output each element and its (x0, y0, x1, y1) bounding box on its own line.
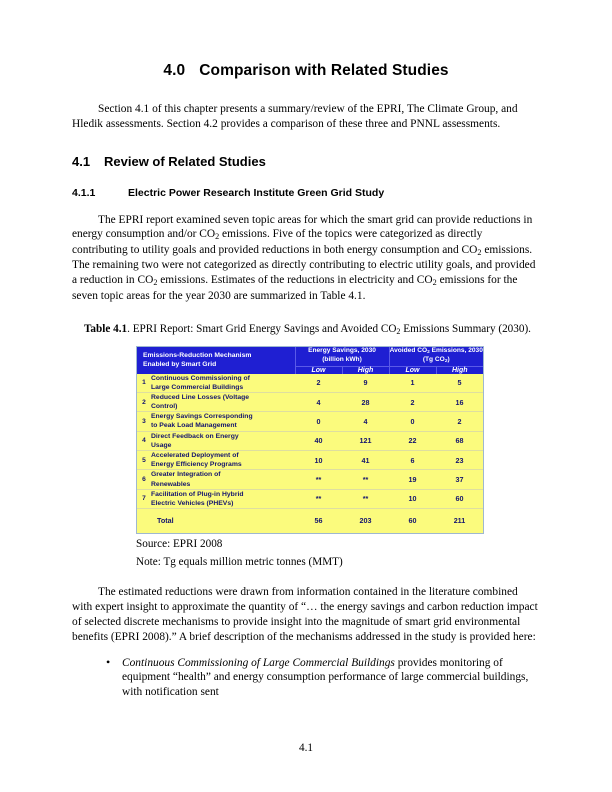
row-energy-low: 2 (295, 374, 342, 393)
table-source-line: Source: EPRI 2008 (136, 537, 223, 550)
epri-summary-table (137, 347, 483, 533)
chapter-title-text: Comparison with Related Studies (199, 62, 449, 79)
total-energy-high: 203 (342, 509, 389, 533)
row-energy-low: ** (295, 470, 342, 489)
epri-para-seg-3: emissions. The remaining two were not categorized as directly contributing to electric utility goals, and provided a reduction in CO (72, 243, 536, 287)
co2-subscript-caption: 2 (396, 326, 401, 336)
table-caption-text-2: Emissions Summary (2030). (400, 322, 531, 335)
row-energy-low: ** (295, 489, 342, 508)
epri-para-seg-2: emissions. Five of the topics were categorized as directly contributing to utility goals and provided reductions in both energy consumption and CO (72, 228, 483, 256)
row-mechanism-line1: Accelerated Deployment of (151, 451, 239, 459)
co2-subscript-4: 2 (432, 278, 437, 288)
page-title (72, 62, 540, 80)
page-content (72, 62, 540, 706)
row-mechanism (151, 450, 295, 469)
table-row (137, 412, 483, 431)
subsection-heading-4-1-1 (72, 187, 540, 199)
header-avoided-line1 (390, 347, 484, 356)
row-energy-high: 9 (342, 374, 389, 393)
epri-para-seg-5: emissions for the seven topic areas for the year 2030 are summarized in Table 4.1. (72, 274, 518, 302)
chapter-number: 4.0 (163, 62, 186, 79)
table-header (137, 347, 483, 374)
epri-para-seg-1: The EPRI report examined seven topic areas for which the smart grid can provide reductions in energy consumption and/or CO (72, 213, 533, 241)
row-co2-low: 10 (389, 489, 436, 508)
table-caption (72, 322, 540, 337)
intro-paragraph: Section 4.1 of this chapter presents a summary/review of the EPRI, The Climate Group, and Hledik assessments. Section 4.2 provides a comparison of these three and PNNL assessments. (72, 103, 518, 130)
table-caption-text-1: . EPRI Report: Smart Grid Energy Savings and Avoided CO (127, 322, 397, 335)
table-row (137, 470, 483, 489)
row-co2-high: 68 (436, 431, 483, 450)
row-mechanism-line1: Continuous Commissioning of (151, 374, 250, 382)
row-co2-high: 2 (436, 412, 483, 431)
bullet-rest: provides monitoring of equipment “health” and energy consumption performance of large commercial buildings, with notification sent (122, 656, 529, 699)
row-index: 2 (137, 392, 151, 411)
header-avoided-line2 (390, 356, 484, 365)
row-mechanism-line2: Electric Vehicles (PHEVs) (151, 499, 234, 507)
row-co2-low: 2 (389, 392, 436, 411)
row-co2-low: 22 (389, 431, 436, 450)
row-mechanism-line2: Large Commercial Buildings (151, 383, 244, 391)
table-caption-label: Table 4.1 (84, 322, 128, 335)
row-co2-high: 16 (436, 392, 483, 411)
row-energy-low: 4 (295, 392, 342, 411)
table-total-row (137, 509, 483, 533)
row-index: 5 (137, 450, 151, 469)
row-co2-low: 0 (389, 412, 436, 431)
row-mechanism-line2: Energy Efficiency Programs (151, 461, 242, 469)
table-body (137, 374, 483, 533)
list-item (106, 656, 540, 700)
row-energy-high: 4 (342, 412, 389, 431)
row-index: 1 (137, 374, 151, 393)
row-mechanism (151, 431, 295, 450)
row-energy-high: ** (342, 470, 389, 489)
table-row (137, 431, 483, 450)
subheader-co2-low: Low (389, 366, 436, 374)
row-mechanism (151, 412, 295, 431)
table-header-group-row (137, 347, 483, 366)
co2-subscript-2: 2 (477, 247, 482, 257)
total-co2-high: 211 (436, 509, 483, 533)
row-mechanism-line1: Energy Savings Corresponding (151, 413, 253, 421)
co2-subscript-hdr1: 2 (427, 349, 430, 355)
row-co2-high: 23 (436, 450, 483, 469)
row-mechanism-line1: Reduced Line Losses (Voltage (151, 393, 250, 401)
subheader-co2-high: High (436, 366, 483, 374)
row-co2-low: 6 (389, 450, 436, 469)
row-energy-high: 41 (342, 450, 389, 469)
row-energy-low: 0 (295, 412, 342, 431)
row-co2-high: 5 (436, 374, 483, 393)
row-mechanism (151, 489, 295, 508)
row-energy-high: 28 (342, 392, 389, 411)
header-avoided-line1-a: Avoided CO (389, 346, 428, 354)
subheader-energy-low: Low (295, 366, 342, 374)
header-avoided-line2-b: ) (447, 356, 450, 364)
row-mechanism-line1: Facilitation of Plug-in Hybrid (151, 490, 244, 498)
row-mechanism-line2: Control) (151, 403, 178, 411)
bullet-term: Continuous Commissioning of Large Commercial Buildings (122, 656, 395, 669)
header-avoided-line1-b: Emissions, 2030 (429, 346, 483, 354)
header-avoided-line2-a: (Tg CO (422, 356, 445, 364)
header-energy-savings (295, 347, 389, 366)
mechanism-bullet-list (72, 656, 540, 700)
subsection-number: 4.1.1 (72, 186, 96, 199)
row-co2-low: 1 (389, 374, 436, 393)
row-index: 3 (137, 412, 151, 431)
row-co2-low: 19 (389, 470, 436, 489)
table-note-line: Note: Tg equals million metric tonnes (MMT) (136, 555, 343, 568)
row-energy-high: ** (342, 489, 389, 508)
epri-overview-paragraph (72, 213, 540, 304)
header-mechanism (137, 347, 295, 374)
row-mechanism-line2: Usage (151, 441, 172, 449)
header-mechanism-line2: Enabled by Smart Grid (143, 361, 217, 369)
row-mechanism (151, 392, 295, 411)
table-row (137, 489, 483, 508)
co2-subscript-3: 2 (153, 278, 158, 288)
section-number: 4.1 (72, 153, 91, 169)
row-mechanism-line1: Greater Integration of (151, 471, 221, 479)
row-index: 6 (137, 470, 151, 489)
header-mechanism-line1: Emissions-Reduction Mechanism (143, 352, 252, 359)
epri-para-seg-4: emissions. Estimates of the reductions in electricity and CO (157, 274, 433, 287)
row-mechanism-line2: to Peak Load Management (151, 422, 237, 430)
row-index: 4 (137, 431, 151, 450)
total-co2-low: 60 (389, 509, 436, 533)
section-title-text: Review of Related Studies (104, 153, 266, 169)
table-row (137, 450, 483, 469)
bullet-icon: • (106, 654, 111, 669)
total-index (137, 509, 151, 533)
table-row (137, 374, 483, 393)
row-energy-low: 40 (295, 431, 342, 450)
footer-page-number: 4.1 (299, 742, 313, 754)
table-row (137, 392, 483, 411)
row-energy-high: 121 (342, 431, 389, 450)
co2-subscript-1: 2 (215, 232, 220, 242)
row-mechanism (151, 470, 295, 489)
header-energy-line1: Energy Savings, 2030 (308, 347, 376, 355)
section-heading-4-1 (72, 154, 540, 169)
subsection-title-text: Electric Power Research Institute Green Grid Study (128, 186, 385, 199)
row-index: 7 (137, 489, 151, 508)
subheader-energy-high: High (342, 366, 389, 374)
total-energy-low: 56 (295, 509, 342, 533)
epri-summary-table-container (136, 346, 484, 534)
header-energy-line2: (billion kWh) (322, 356, 362, 364)
total-label: Total (151, 509, 295, 533)
row-co2-high: 60 (436, 489, 483, 508)
co2-subscript-hdr2: 2 (444, 359, 448, 365)
row-co2-high: 37 (436, 470, 483, 489)
estimate-paragraph: The estimated reductions were drawn from information contained in the literature combined with expert insight to approximate the quantity of “… the energy savings and carbon reduction impact of selected discrete mechanisms to provide insight into the magnitude of smart grid environmental benefits (EPRI 2008).” A brief description of the mechanisms addressed in the study is provided here: (72, 586, 538, 643)
row-energy-low: 10 (295, 450, 342, 469)
row-mechanism (151, 374, 295, 393)
row-mechanism-line2: Renewables (151, 480, 191, 488)
row-mechanism-line1: Direct Feedback on Energy (151, 432, 239, 440)
header-avoided-co2 (389, 347, 483, 366)
